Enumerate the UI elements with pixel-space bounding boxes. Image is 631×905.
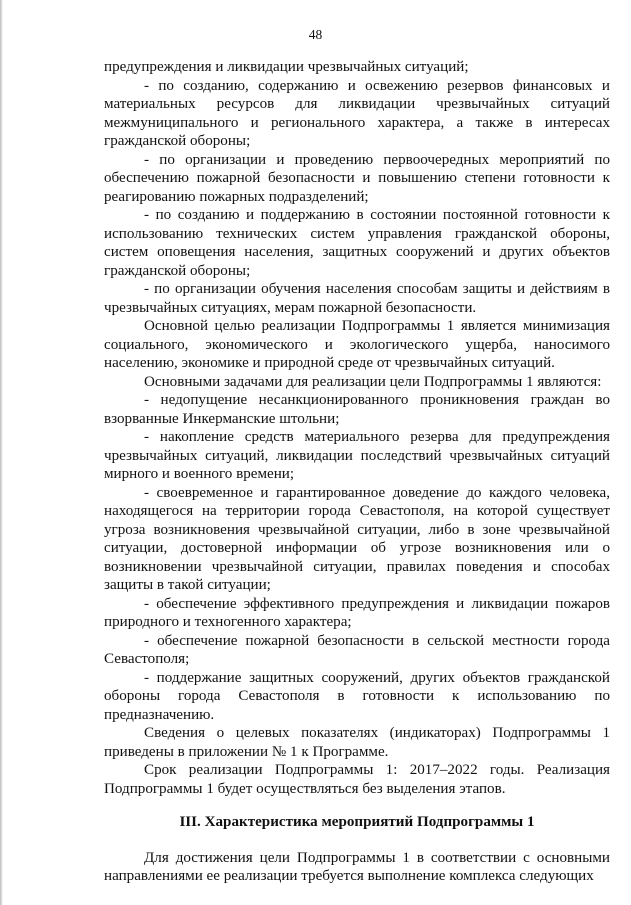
list-item: - по организации и проведению первоочередных мероприятий по обеспечению пожарной безопасности и повышению степени готовности к реагированию пожарных подразделений; [104, 151, 610, 205]
body-text [104, 58, 610, 886]
list-item: - по организации обучения населения способам защиты и действиям в чрезвычайных ситуациях, мерам пожарной безопасности. [104, 281, 610, 316]
paragraph: Сведения о целевых показателях (индикаторах) Подпрограммы 1 приведены в приложении № 1 к Программе. [104, 725, 610, 760]
scan-edge-shadow [0, 0, 3, 905]
paragraph: предупреждения и ликвидации чрезвычайных ситуаций; [104, 59, 469, 75]
paragraph: Срок реализации Подпрограммы 1: 2017–2022 годы. Реализация Подпрограммы 1 будет осуществляться без выделения этапов. [104, 762, 610, 797]
list-item: - своевременное и гарантированное доведение до каждого человека, находящегося на территории города Севастополя, на которой существует угроза возникновения чрезвычайной ситуации, либо в зоне чрезвычайной ситуации, достоверной информации об угрозе возникновения или о возникновении чрезвычайной ситуации, правилах поведения и способах защиты в такой ситуации; [104, 484, 610, 593]
list-item: - по созданию и поддержанию в состоянии постоянной готовности к использованию технических систем управления гражданской обороны, систем оповещения населения, защитных сооружений и других объектов гражданской обороны; [104, 207, 610, 279]
list-item: - обеспечение пожарной безопасности в сельской местности города Севастополя; [104, 632, 610, 667]
paragraph: Основной целью реализации Подпрограммы 1 является минимизация социального, экономического и экологического ущерба, наносимого населению, экономике и природной среде от чрезвычайных ситуаций. [104, 318, 610, 371]
list-item: - обеспечение эффективного предупреждения и ликвидации пожаров природного и техногенного характера; [104, 595, 610, 630]
section-title: III. Характеристика мероприятий Подпрограммы 1 [179, 814, 535, 830]
list-item: - поддержание защитных сооружений, других объектов гражданской обороны города Севастополя в готовности к использованию по предназначению. [104, 669, 610, 723]
list-item: - по созданию, содержанию и освежению резервов финансовых и материальных ресурсов для ликвидации чрезвычайных ситуаций межмуниципального и регионального характера, а также в интересах гражданской обороны; [104, 77, 610, 149]
page-number: 48 [308, 27, 323, 42]
paragraph: Для достижения цели Подпрограммы 1 в соответствии с основными направлениями ее реализации требуется выполнение комплекса следующих [104, 849, 610, 884]
list-item: - недопущение несанкционированного проникновения граждан во взорванные Инкерманские штольни; [104, 392, 610, 427]
paragraph: Основными задачами для реализации цели Подпрограммы 1 являются: [144, 373, 602, 390]
list-item: - накопление средств материального резерва для предупреждения чрезвычайных ситуаций, ликвидации последствий чрезвычайных ситуаций мирного и военного времени; [104, 429, 610, 482]
